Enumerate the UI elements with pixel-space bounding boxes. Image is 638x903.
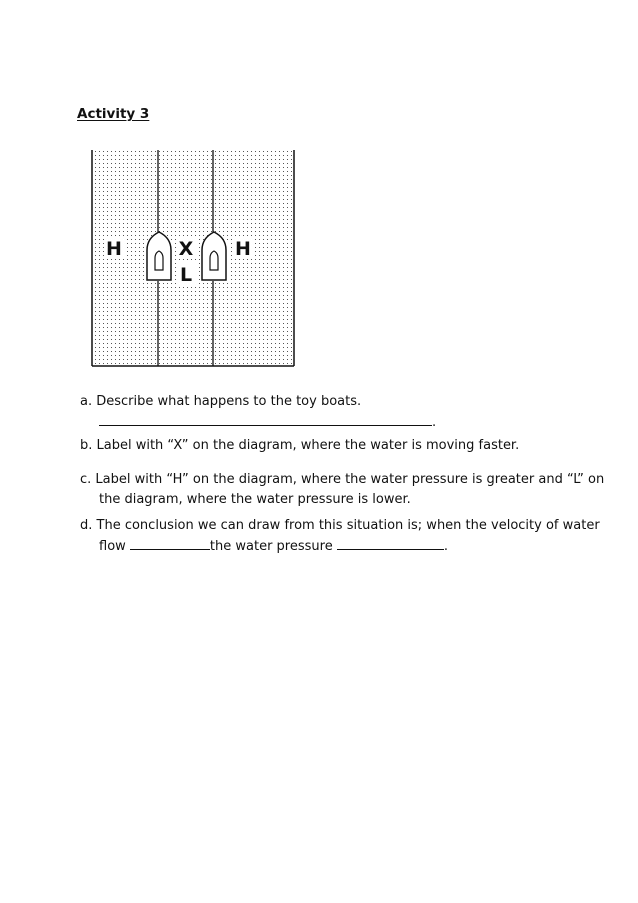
question-d-line1: d. The conclusion we can draw from this situation is; when the velocity of water bbox=[80, 518, 600, 533]
label-x: X bbox=[178, 238, 194, 260]
question-c-line2: the diagram, where the water pressure is lower. bbox=[99, 492, 411, 507]
question-d bbox=[80, 516, 600, 557]
answer-blank-d2[interactable] bbox=[337, 536, 444, 550]
question-b bbox=[80, 436, 519, 456]
label-h-left: H bbox=[106, 238, 122, 260]
question-c-line1: c. Label with “H” on the diagram, where the water pressure is greater and “L” on bbox=[80, 472, 605, 487]
toy-boat-left bbox=[145, 232, 173, 281]
answer-blank-a[interactable] bbox=[99, 412, 432, 426]
question-c bbox=[80, 470, 604, 510]
question-a-answer-line: . bbox=[80, 412, 436, 433]
page-title: Activity 3 bbox=[77, 106, 150, 122]
toy-boat-right bbox=[200, 232, 228, 281]
answer-blank-d1[interactable] bbox=[130, 536, 210, 550]
question-a bbox=[80, 392, 436, 433]
question-a-text: a. Describe what happens to the toy boats. bbox=[80, 394, 362, 409]
label-l: L bbox=[179, 264, 193, 286]
label-h-right: H bbox=[235, 238, 251, 260]
boats-diagram bbox=[90, 150, 296, 367]
question-b-text: b. Label with “X” on the diagram, where the water is moving faster. bbox=[80, 438, 520, 453]
question-d-line2: flow the water pressure . bbox=[80, 536, 600, 557]
